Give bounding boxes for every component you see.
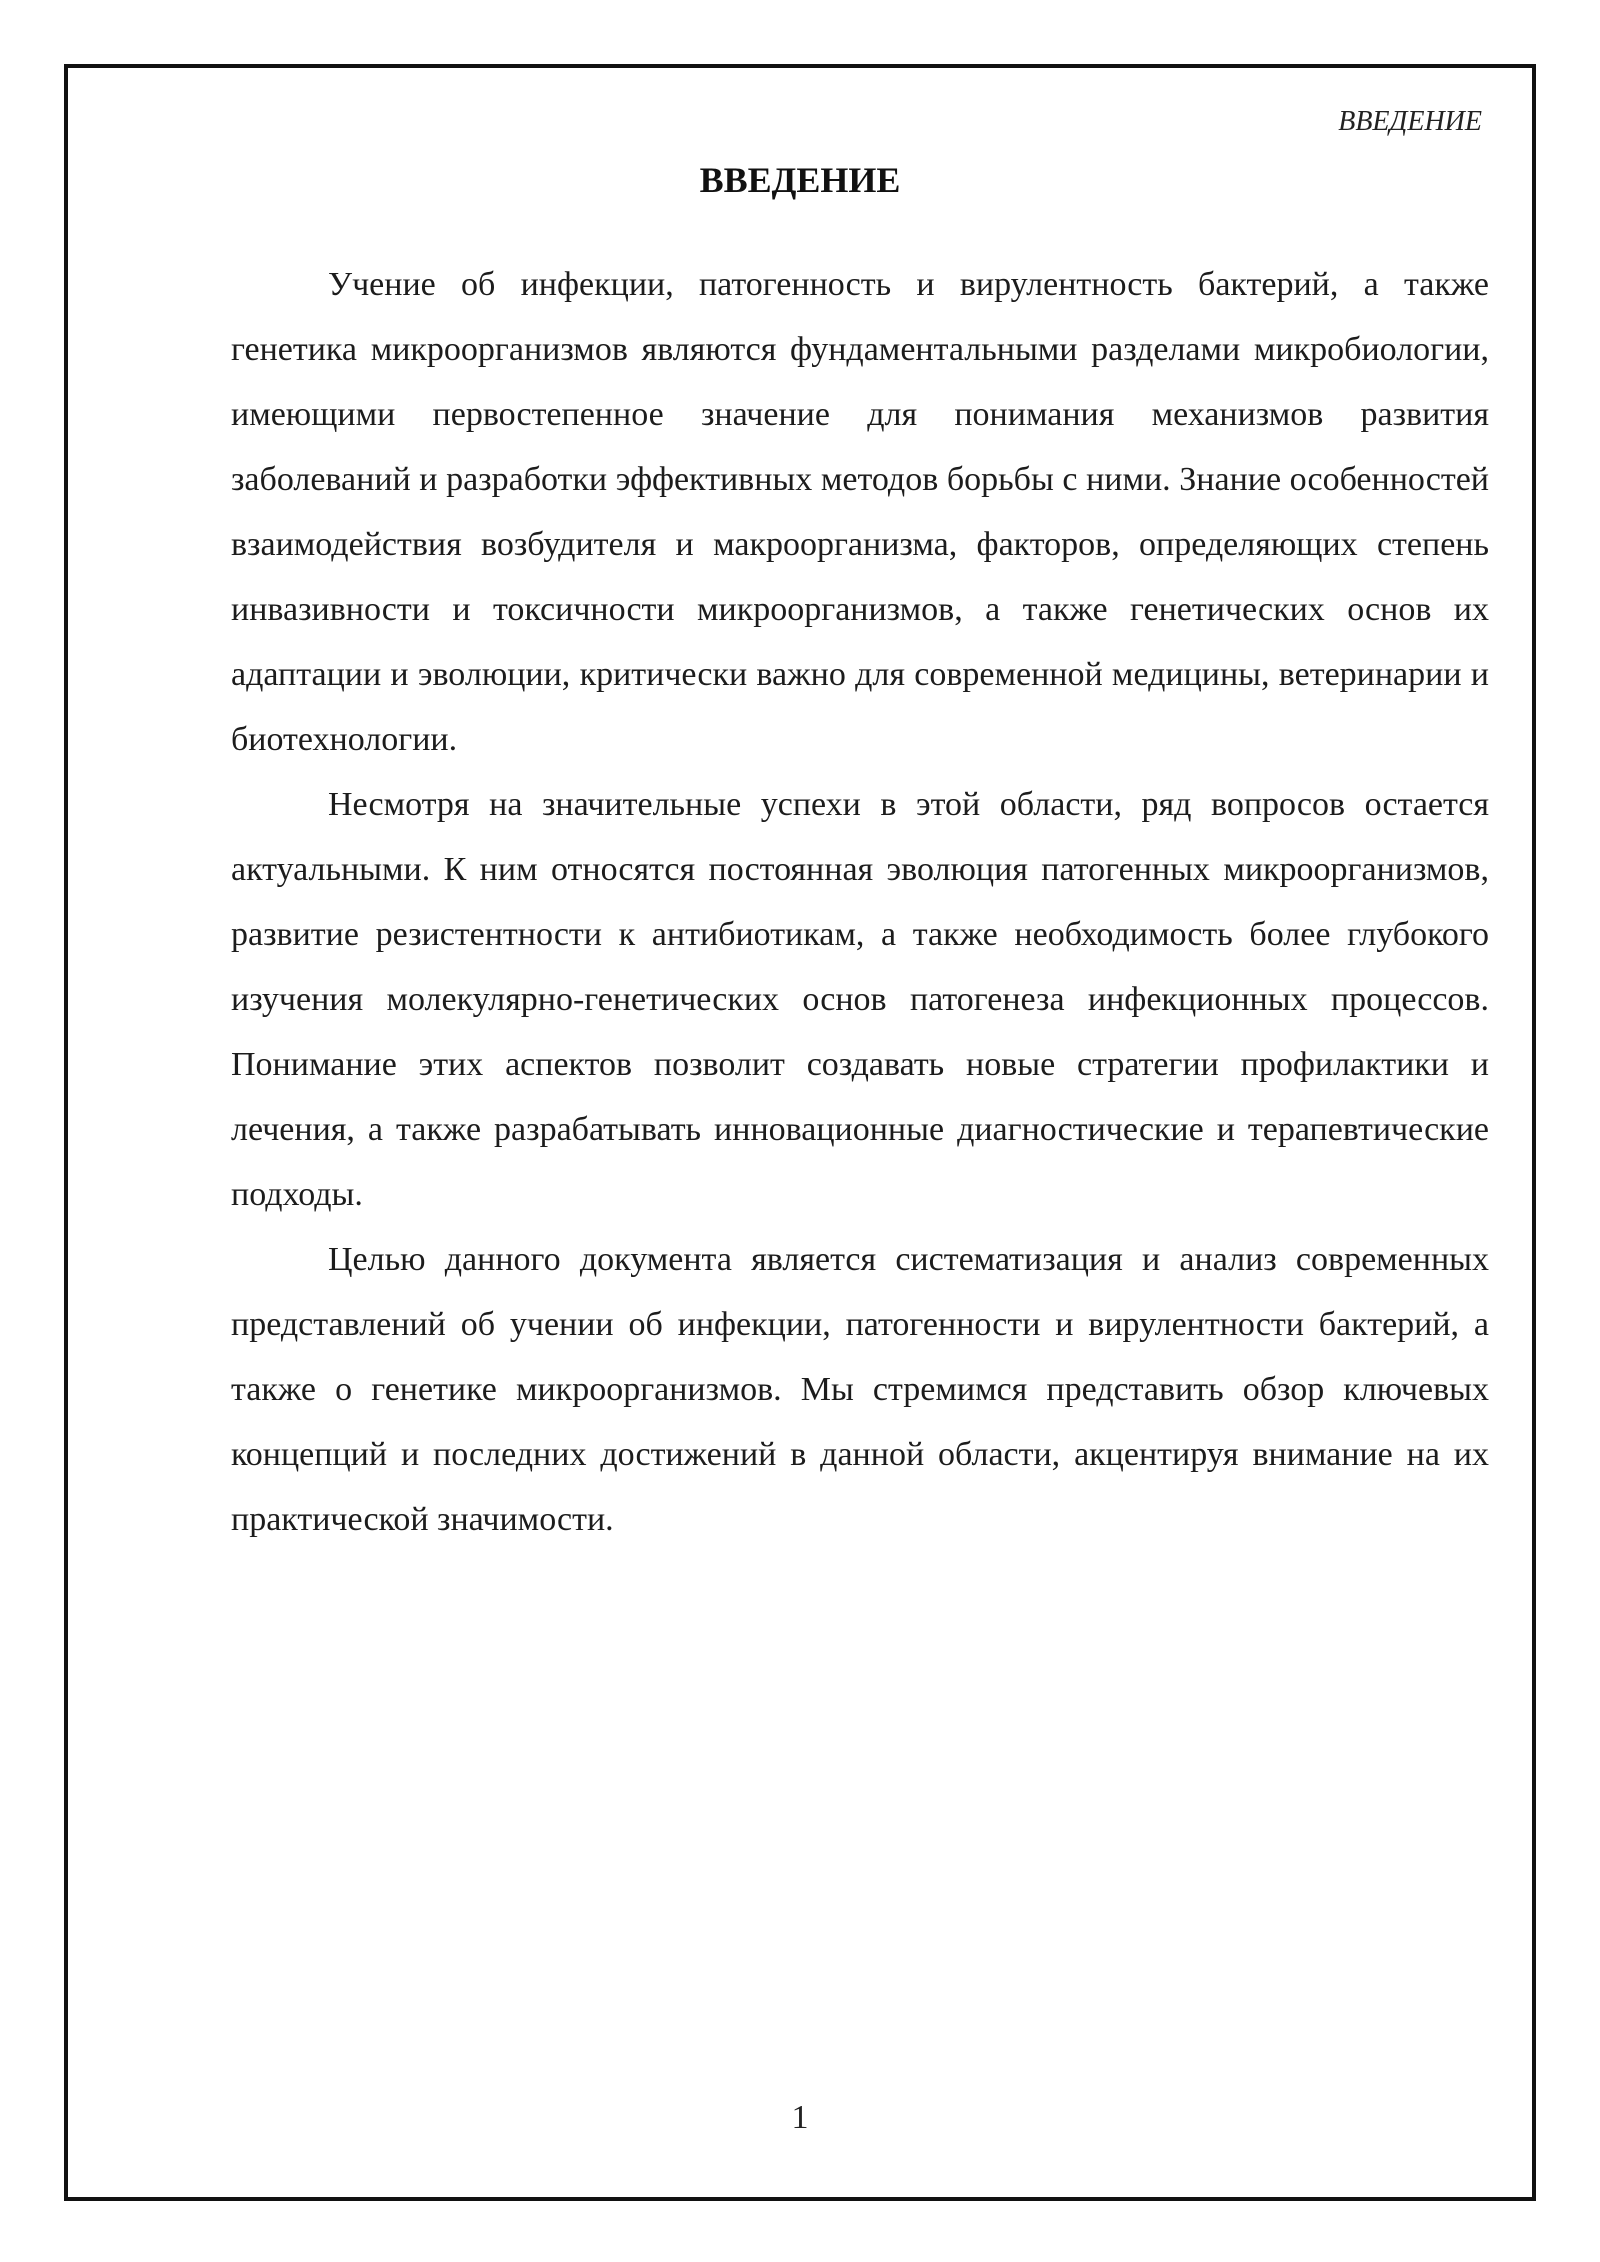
page-number: 1 bbox=[791, 2099, 809, 2136]
paragraph-1: Учение об инфекции, патогенность и вирулентность бактерий, а также генетика микроорганизмов являются фундаментальными разделами микробиологии, имеющими первостепенное значение для понимания механизмов развития заболеваний и разработки эффективных методов борьбы с ними. Знание особенностей взаимодействия возбудителя и макроорганизма, факторов, определяющих степень инвазивности и токсичности микроорганизмов, а также генетических основ их адаптации и эволюции, критически важно для современной медицины, ветеринарии и биотехнологии. bbox=[231, 266, 1489, 758]
running-header: ВВЕДЕНИЕ bbox=[1338, 106, 1482, 137]
page-frame bbox=[64, 64, 1536, 2201]
body-text bbox=[231, 252, 1489, 1552]
page-title: ВВЕДЕНИЕ bbox=[699, 160, 901, 200]
paragraph-2: Несмотря на значительные успехи в этой области, ряд вопросов остается актуальными. К ним относятся постоянная эволюция патогенных микроорганизмов, развитие резистентности к антибиотикам, а также необходимость более глубокого изучения молекулярно-генетических основ патогенеза инфекционных процессов. Понимание этих аспектов позволит создавать новые стратегии профилактики и лечения, а также разрабатывать инновационные диагностические и терапевтические подходы. bbox=[231, 786, 1489, 1213]
paragraph-3: Целью данного документа является систематизация и анализ современных представлений об учении об инфекции, патогенности и вирулентности бактерий, а также о генетике микроорганизмов. Мы стремимся представить обзор ключевых концепций и последних достижений в данной области, акцентируя внимание на их практической значимости. bbox=[231, 1241, 1489, 1538]
